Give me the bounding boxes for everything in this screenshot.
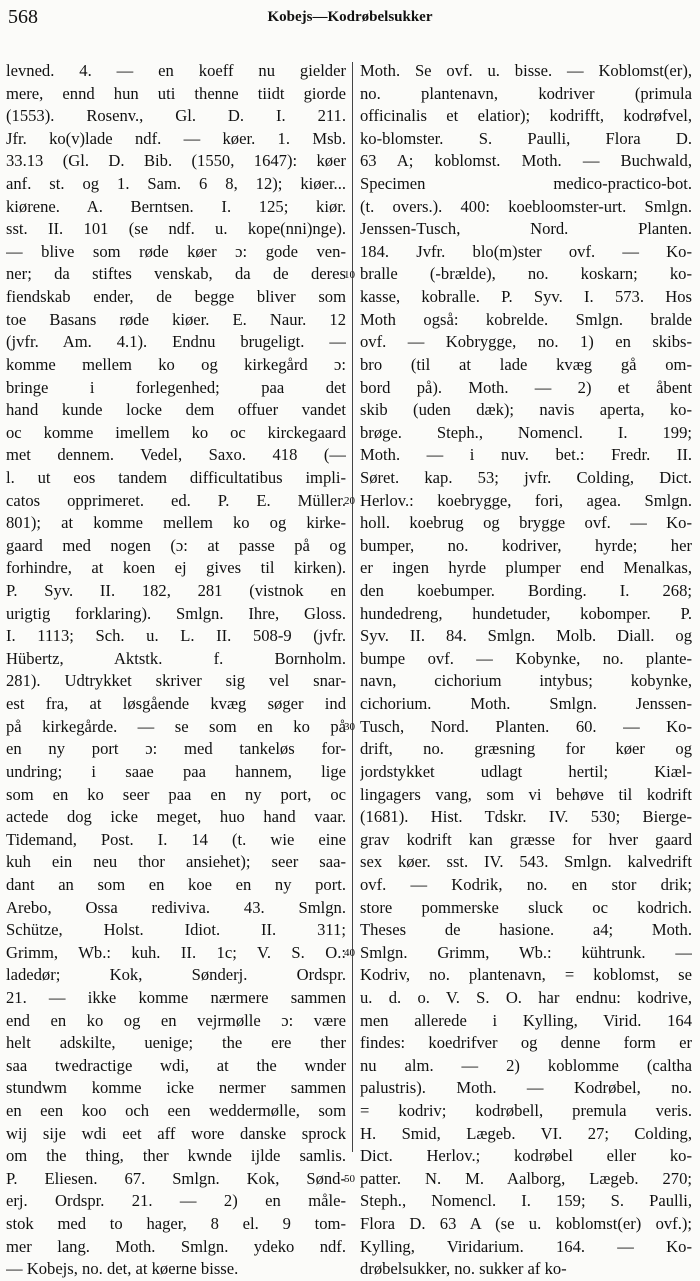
text-line: komme mellem ko og kirkegård ɔ:: [6, 354, 346, 374]
text-line: I. 1113; Sch. u. L. II. 508-9 (jvfr.: [6, 626, 346, 646]
text-line: kuh ein neu thor ansiehet); seer saa-: [6, 852, 346, 872]
text-line: Theses de hasione. a4; Moth.: [360, 920, 692, 940]
text-line: Jfr. ko(v)lade ndf. — køer. 1. Msb.: [6, 128, 346, 148]
text-line: men allerede i Kylling, Virid. 164: [360, 1010, 692, 1030]
text-line: mer lang. Moth. Smlgn. ydeko ndf.: [6, 1236, 346, 1256]
text-line: kiørene. A. Berntsen. I. 125; kiør.: [6, 196, 346, 216]
text-line: Tusch, Nord. Planten. 60. — Ko-: [360, 716, 692, 736]
page-header: [0, 6, 700, 36]
text-line: drift, no. græsning for køer og: [360, 739, 692, 759]
text-line: actede dog icke meget, huo hand vaar.: [6, 807, 346, 827]
text-line: om the thing, ther kwnde ijlde samlis.: [6, 1146, 346, 1166]
text-line: kasse, kobralle. P. Syv. I. 573. Hos: [360, 287, 692, 307]
text-line: P. Eliesen. 67. Smlgn. Kok, Sønd-: [6, 1168, 346, 1188]
text-line: 33.13 (Gl. D. Bib. (1550, 1647): køer: [6, 151, 346, 171]
text-line: Syv. II. 84. Smlgn. Molb. Diall. og: [360, 626, 692, 646]
running-head: Kobejs—Kodrøbelsukker: [267, 9, 433, 25]
text-line: palustris). Moth. — Kodrøbel, no.: [360, 1078, 692, 1098]
text-line: gaard med nogen (ɔ: at passe på og: [6, 535, 346, 555]
text-line: Hübertz, Aktstk. f. Bornholm.: [6, 648, 346, 668]
text-line: bralle (-brælde), no. koskarn; ko-: [360, 264, 692, 284]
text-line: bumper, no. kodriver, hyrde; her: [360, 535, 692, 555]
text-line: mere, ennd hun uti thenne tiidt giorde: [6, 83, 346, 103]
text-line: toe Basans røde kiøer. E. Naur. 12: [6, 309, 346, 329]
text-line: Schütze, Holst. Idiot. II. 311;: [6, 920, 346, 940]
text-line: stundwm komme icke nermer sammen: [6, 1078, 346, 1098]
text-line: cichorium. Moth. Smlgn. Jenssen-: [360, 694, 692, 714]
text-line: Søret. kap. 53; jvfr. Colding, Dict.: [360, 467, 692, 487]
text-line: Specimen medico-practico-bot.: [360, 174, 692, 194]
text-line: helt adskilte, uenige; the ere ther: [6, 1033, 346, 1053]
text-line: Kodriv, no. plantenavn, = koblomst, se: [360, 965, 692, 985]
left-column: [6, 60, 346, 1281]
text-line: grav kodrift kan græsse for hver gaard: [360, 829, 692, 849]
text-line: ovf. — Kobrygge, no. 1) en skibs-: [360, 332, 692, 352]
text-line: navn, cichorium intybus; kobynke,: [360, 671, 692, 691]
text-line: lingagers vang, som vi behøve til kodrift: [360, 784, 692, 804]
text-line: erj. Ordspr. 21. — 2) en måle-: [6, 1191, 346, 1211]
text-line: bro (til at lade kvæg gå om-: [360, 354, 692, 374]
text-line: sst. II. 101 (se ndf. u. kope(nni)nge).: [6, 219, 346, 239]
text-line: 801); at komme mellem ko og kirke-: [6, 513, 346, 533]
line-number-marker: 30: [344, 720, 355, 733]
text-line: store pommerske sluck oc kodrich.: [360, 897, 692, 917]
text-line: Moth. Se ovf. u. bisse. — Koblomst(er),: [360, 61, 692, 80]
text-line: ladedør; Kok, Sønderj. Ordspr.: [6, 965, 346, 985]
text-line: saa twedractige wdi, at the wnder: [6, 1055, 346, 1075]
text-line: drøbelsukker, no. sukker af ko-: [360, 1259, 567, 1279]
text-line: met dennem. Vedel, Saxo. 418 (—: [6, 445, 346, 465]
text-line: jordstykket udlagt hertil; Kiæl-: [360, 761, 692, 781]
text-line: bord på). Moth. — 2) et åbent: [360, 377, 692, 397]
text-line: Kylling, Viridarium. 164. — Ko-: [360, 1236, 692, 1256]
text-line: forhindre, at koen ej gives til kirken).: [6, 558, 346, 578]
text-line: skib (uden dæk); navis aperta, ko-: [360, 400, 692, 420]
text-line: fiendskab ender, de begge bliver som: [6, 287, 346, 307]
text-line: (1553). Rosenv., Gl. D. I. 211.: [6, 106, 346, 126]
text-line: l. ut eos tandem difficultatibus impli-: [6, 467, 346, 487]
text-line: bumpe ovf. — Kobynke, no. plante-: [360, 648, 692, 668]
text-line: hundedreng, hundetuder, kobomper. P.: [360, 603, 692, 623]
line-number-marker: 20: [344, 494, 355, 507]
text-line: hand kunde locke dem offuer vandet: [6, 400, 346, 420]
text-line: ko-blomster. S. Paulli, Flora D.: [360, 128, 692, 148]
column-divider: [352, 62, 353, 1152]
text-line: urigtig forklaring). Smlgn. Ihre, Gloss.: [6, 603, 346, 623]
text-line: oc komme imellem ko oc kirckegaard: [6, 422, 346, 442]
text-line: officinalis et elatior); kodrifft, kodrøfvel,: [360, 106, 692, 126]
text-line: holl. koebrug og brygge ovf. — Ko-: [360, 513, 692, 533]
text-line: 21. — ikke komme nærmere sammen: [6, 987, 346, 1007]
text-line: u. d. o. V. S. O. har endnu: kodrive,: [360, 987, 692, 1007]
text-line: Moth også: kobrelde. Smlgn. bralde: [360, 309, 692, 329]
page-number: 568: [8, 6, 38, 28]
text-line: est fra, at løsgående kvæg søger ind: [6, 694, 346, 714]
text-line: den koebumper. Bording. I. 268;: [360, 581, 692, 601]
text-line: findes: koedrifver og denne form er: [360, 1033, 692, 1053]
text-line: no. plantenavn, kodriver (primula: [360, 83, 692, 103]
text-line: Smlgn. Grimm, Wb.: kühtrunk. —: [360, 942, 692, 962]
text-line: 63 A; koblomst. Moth. — Buchwald,: [360, 151, 692, 171]
text-line: catos opprimeret. ed. P. E. Müller.: [6, 490, 346, 510]
line-number-marker: 40: [344, 947, 355, 960]
text-line: Moth. — i nuv. bet.: Fredr. II.: [360, 445, 692, 465]
text-line: Grimm, Wb.: kuh. II. 1c; V. S. O.:: [6, 942, 346, 962]
text-line: er ingen hyrde plumper end Menalkas,: [360, 558, 692, 578]
text-line: = kodriv; kodrøbell, premula veris.: [360, 1101, 692, 1121]
text-line: dant an som en koe en ny port.: [6, 874, 346, 894]
text-line: ovf. — Kodrik, no. en stor drik;: [360, 874, 692, 894]
right-column: [360, 60, 692, 1281]
text-line: — blive som røde køer ɔ: gode ven-: [6, 241, 346, 261]
text-line: — Kobejs, no. det, at køerne bisse.: [6, 1259, 239, 1279]
text-line: Dict. Herlov.; kodrøbel eller ko-: [360, 1146, 692, 1166]
text-line: Jenssen-Tusch, Nord. Planten.: [360, 219, 692, 239]
text-line: (1681). Hist. Tdskr. IV. 530; Biergе-: [360, 807, 692, 827]
line-number-marker: 50: [344, 1173, 355, 1186]
text-line: Herlov.: koebrygge, fori, agea. Smlgn.: [360, 490, 692, 510]
text-line: 184. Jvfr. blo(m)ster ovf. — Ko-: [360, 241, 692, 261]
text-line: wij sije wdi eet aff wore danske sprock: [6, 1123, 346, 1143]
text-line: (jvfr. Am. 4.1). Endnu brugeligt. —: [6, 332, 346, 352]
text-line: som en ko seer paa en ny port, oc: [6, 784, 346, 804]
text-line: Tidemand, Post. I. 14 (t. wie eine: [6, 829, 346, 849]
text-line: Arebo, Ossa rediviva. 43. Smlgn.: [6, 897, 346, 917]
text-line: anf. st. og 1. Sam. 6 8, 12); kiøer...: [6, 174, 346, 194]
text-line: P. Syv. II. 182, 281 (vistnok en: [6, 581, 346, 601]
text-line: (t. overs.). 400: koebloomster-urt. Smlgn.: [360, 196, 692, 216]
text-line: sex køer. sst. IV. 543. Smlgn. kalvedrift: [360, 852, 692, 872]
text-line: bringe i forlegenhed; paa det: [6, 377, 346, 397]
line-number-marker: 10: [344, 268, 355, 281]
text-line: end en ko og en vejrmølle ɔ: være: [6, 1010, 346, 1030]
text-line: en een koo och een weddermølle, som: [6, 1101, 346, 1121]
text-line: H. Smid, Lægeb. VI. 27; Colding,: [360, 1123, 692, 1143]
text-line: en ny port ɔ: med tankeløs for-: [6, 739, 346, 759]
text-line: ner; da stiftes venskab, da de deres: [6, 264, 346, 284]
text-line: på kirkegårde. — se som en ko på: [6, 716, 346, 736]
text-line: Steph., Nomencl. I. 159; S. Paulli,: [360, 1191, 692, 1211]
text-line: Flora D. 63 A (se u. koblomst(er) ovf.);: [360, 1214, 692, 1234]
text-line: patter. N. M. Aalborg, Lægeb. 270;: [360, 1168, 692, 1188]
text-line: 281). Udtrykket skriver sig vel snar-: [6, 671, 346, 691]
text-line: nu alm. — 2) koblomme (caltha: [360, 1055, 692, 1075]
text-line: stok med to hager, 8 el. 9 tom-: [6, 1214, 346, 1234]
text-line: brøge. Steph., Nomencl. I. 199;: [360, 422, 692, 442]
text-line: undring; i saae paa hannem, lige: [6, 761, 346, 781]
text-line: levned. 4. — en koeff nu gielder: [6, 61, 346, 80]
